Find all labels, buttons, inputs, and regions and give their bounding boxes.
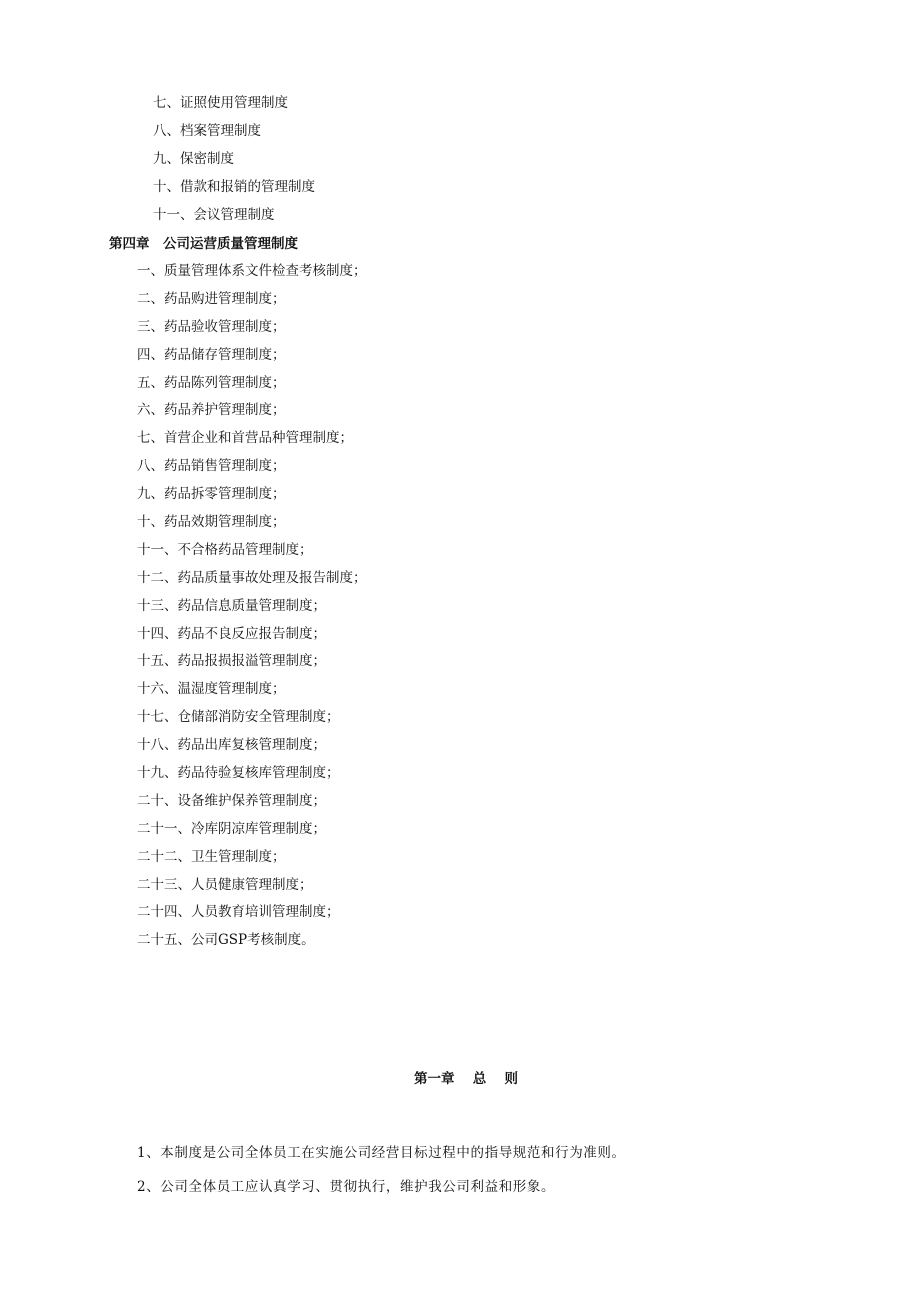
list-item: 二十四、人员教育培训管理制度； (137, 904, 340, 921)
list-item: 十八、药品出库复核管理制度； (137, 737, 326, 754)
list-item: 二十一、冷库阴凉库管理制度； (137, 820, 326, 837)
list-item: 二十三、人员健康管理制度； (137, 876, 313, 893)
list-item: 十九、药品待验复核库管理制度； (137, 765, 340, 782)
list-item: 九、药品拆零管理制度； (137, 486, 286, 503)
list-item: 六、药品养护管理制度； (137, 402, 286, 419)
chapter1-paragraph: 2、公司全体员工应认真学习、贯彻执行，维护我公司利益和形象。 (137, 1179, 556, 1195)
list-item: 二、药品购进管理制度； (137, 290, 286, 307)
list-item: 十二、药品质量事故处理及报告制度； (137, 569, 367, 586)
chapter1-title: 第一章 总 则 (414, 1071, 518, 1087)
list-item: 三、药品验收管理制度； (137, 318, 286, 335)
list-item: 二十二、卫生管理制度； (137, 848, 286, 865)
list-item: 十、借款和报销的管理制度 (153, 178, 315, 195)
chapter4-heading: 第四章 公司运营质量管理制度 (109, 236, 298, 252)
list-item: 四、药品储存管理制度； (137, 346, 286, 363)
list-item: 一、质量管理体系文件检查考核制度； (137, 263, 367, 279)
list-item: 五、药品陈列管理制度； (137, 374, 286, 391)
list-item: 二十五、公司GSP考核制度。 (137, 932, 315, 949)
list-item: 七、证照使用管理制度 (153, 95, 288, 111)
list-item: 十七、仓储部消防安全管理制度； (137, 709, 340, 726)
list-item: 十五、药品报损报溢管理制度； (137, 653, 326, 670)
list-item: 八、药品销售管理制度； (137, 458, 286, 475)
list-item: 十、药品效期管理制度； (137, 514, 286, 531)
list-item: 十一、会议管理制度 (153, 206, 275, 223)
list-item: 十六、温湿度管理制度； (137, 681, 286, 698)
list-item: 十一、不合格药品管理制度； (137, 541, 313, 558)
list-item: 八、档案管理制度 (153, 122, 261, 139)
chapter4-item-list (137, 258, 367, 955)
chapter3-item-list (153, 90, 315, 229)
list-item: 十三、药品信息质量管理制度； (137, 597, 326, 614)
list-item: 二十、设备维护保养管理制度； (137, 792, 326, 809)
list-item: 七、首营企业和首营品种管理制度； (137, 430, 353, 447)
chapter1-paragraph: 1、本制度是公司全体员工在实施公司经营目标过程中的指导规范和行为准则。 (137, 1145, 626, 1161)
list-item: 九、保密制度 (153, 150, 234, 167)
list-item: 十四、药品不良反应报告制度； (137, 625, 326, 642)
